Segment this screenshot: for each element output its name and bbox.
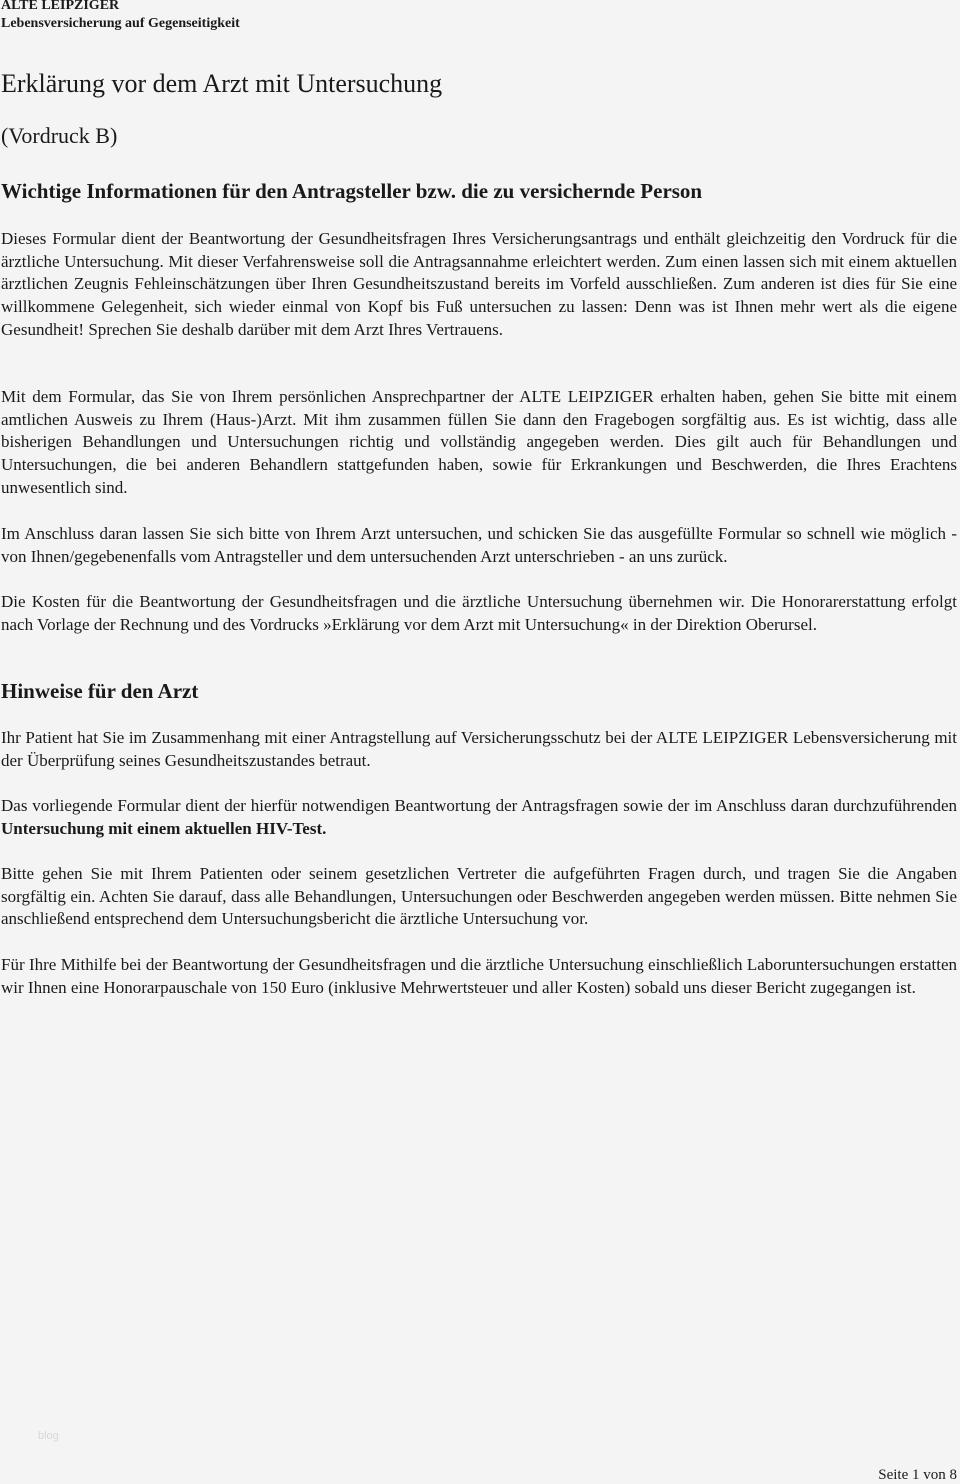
paragraph-doctor-intro: Ihr Patient hat Sie im Zusammenhang mit einer Antragstellung auf Versicherungsschutz bei der ALTE LEIPZIGER Lebensversicherung mit der Überprüfung seines Gesundheitszustandes betraut. bbox=[1, 728, 957, 770]
paragraph-fee: Für Ihre Mithilfe bei der Beantwortung der Gesundheitsfragen und die ärztliche Untersuchung einschließlich Laboruntersuchungen erstatten wir Ihnen eine Honorarpauschale von 150 Euro (inklusive Mehrwertsteuer und aller Kosten) sobald uns dieser Bericht zugegangen ist. bbox=[1, 955, 957, 997]
paragraph-costs: Die Kosten für die Beantwortung der Gesundheitsfragen und die ärztliche Untersuchung übernehmen wir. Die Honorarerstattung erfolgt nach Vorlage der Rechnung und des Vordrucks »Erklärung vor dem Arzt mit Untersuchung« in der Direktion Oberursel. bbox=[1, 592, 957, 634]
paragraph-instructions: Bitte gehen Sie mit Ihrem Patienten oder seinem gesetzlichen Vertreter die aufgeführten Fragen durch, und tragen Sie die Angaben sorgfältig ein. Achten Sie darauf, dass alle Behandlungen, Untersuchungen oder Beschwerden angegeben werden müssen. Bitte nehmen Sie anschließend entsprechend dem Untersuchungsbericht die ärztliche Untersuchung vor. bbox=[1, 864, 957, 929]
company-subtitle: Lebensversicherung auf Gegenseitigkeit bbox=[1, 16, 240, 31]
paragraph-examination: Im Anschluss daran lassen Sie sich bitte von Ihrem Arzt untersuchen, und schicken Sie das ausgefüllte Formular so schnell wie möglich - von Ihnen/gegebenenfalls vom Antragsteller und dem untersuchenden Arzt unterschrieben - an uns zurück. bbox=[1, 524, 957, 566]
page-indicator: Seite 1 von 8 bbox=[878, 1467, 957, 1483]
form-label: (Vordruck B) bbox=[1, 123, 118, 148]
hiv-test-emphasis: Untersuchung mit einem aktuellen HIV-Test. bbox=[1, 818, 327, 838]
form-purpose-text: Das vorliegende Formular dient der hierfür notwendigen Beantwortung der Antragsfragen sowie der im Anschluss daran durchzuführenden bbox=[1, 796, 957, 815]
watermark: blog bbox=[38, 1430, 59, 1442]
paragraph-procedure: Mit dem Formular, das Sie von Ihrem persönlichen Ansprechpartner der ALTE LEIPZIGER erhalten haben, gehen Sie bitte mit einem amtlichen Ausweis zu Ihrem (Haus-)Arzt. Mit ihm zusammen füllen Sie dann den Fragebogen sorgfältig aus. Es ist wichtig, dass alle bisherigen Behandlungen und Untersuchungen richtig und vollständig angegeben werden. Dies gilt auch für Behandlungen und Untersuchungen, die bei anderen Behandlern stattgefunden haben, sowie für Erkrankungen und Beschwerden, die Ihres Erachtens unwesentlich sind. bbox=[1, 387, 957, 497]
company-name: ALTE LEIPZIGER bbox=[1, 0, 120, 13]
section-heading-doctor: Hinweise für den Arzt bbox=[1, 679, 199, 703]
section-heading-applicant: Wichtige Informationen für den Antragsteller bzw. die zu versichernde Person bbox=[1, 179, 703, 203]
paragraph-intro: Dieses Formular dient der Beantwortung der Gesundheitsfragen Ihres Versicherungsantrags und enthält gleichzeitig den Vordruck für die ärztliche Untersuchung. Mit dieser Verfahrensweise soll die Antragsannahme erleichtert werden. Zum einen lassen sich mit einem aktuellen ärztlichen Zeugnis Fehleinschätzungen über Ihren Gesundheitszustand bereits im Vorfeld ausschließen. Zum anderen ist dies für Sie eine willkommene Gelegenheit, sich wieder einmal von Kopf bis Fuß untersuchen zu lassen: Denn was ist Ihnen mehr wert als die eigene Gesundheit! Sprechen Sie deshalb darüber mit dem Arzt Ihres Vertrauens. bbox=[1, 229, 957, 339]
paragraph-form-purpose bbox=[1, 795, 957, 840]
page-title: Erklärung vor dem Arzt mit Untersuchung bbox=[1, 69, 443, 98]
